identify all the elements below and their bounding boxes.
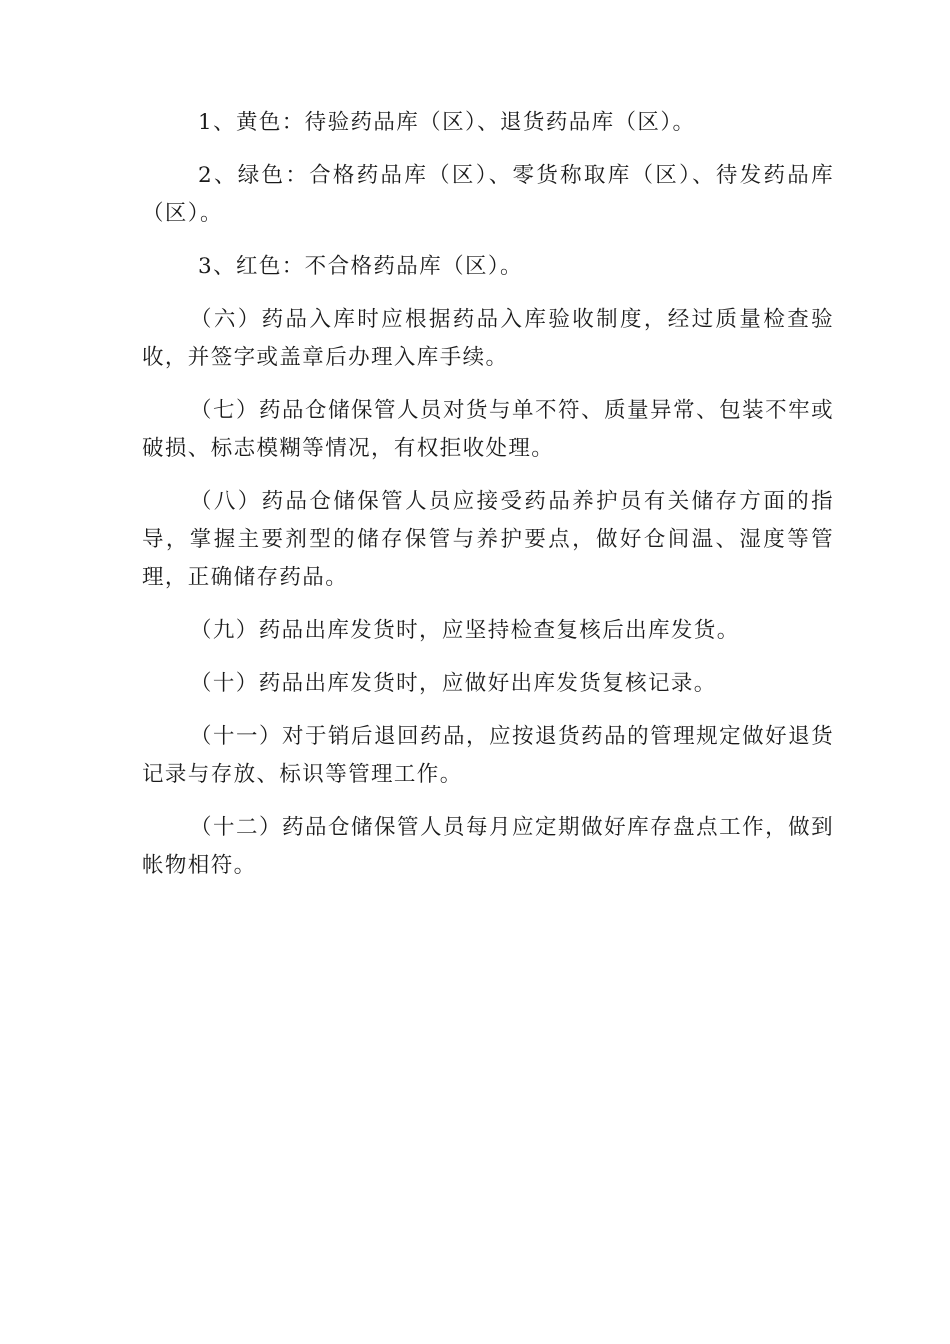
document-body bbox=[142, 104, 834, 900]
paragraph-red-zone: 3、红色：不合格药品库（区）。 bbox=[198, 254, 523, 279]
paragraph-item-12: （十二）药品仓储保管人员每月应定期做好库存盘点工作，做到帐物相符。 bbox=[142, 815, 834, 878]
paragraph-yellow-zone: 1、黄色：待验药品库（区）、退货药品库（区）。 bbox=[198, 110, 696, 135]
paragraph-item-11: （十一）对于销后退回药品，应按退货药品的管理规定做好退货记录与存放、标识等管理工作。 bbox=[142, 724, 834, 787]
paragraph-item-10: （十）药品出库发货时，应做好出库发货复核记录。 bbox=[190, 671, 717, 696]
paragraph-item-8: （八）药品仓储保管人员应接受药品养护员有关储存方面的指导，掌握主要剂型的储存保管与养护要点，做好仓间温、湿度等管理，正确储存药品。 bbox=[142, 489, 834, 590]
paragraph-green-zone: 2、绿色：合格药品库（区）、零货称取库（区）、待发药品库（区）。 bbox=[142, 163, 834, 226]
paragraph-item-6: （六）药品入库时应根据药品入库验收制度，经过质量检查验收，并签字或盖章后办理入库手续。 bbox=[142, 307, 834, 370]
paragraph-item-7: （七）药品仓储保管人员对货与单不符、质量异常、包装不牢或破损、标志模糊等情况，有权拒收处理。 bbox=[142, 398, 834, 461]
paragraph-item-9: （九）药品出库发货时，应坚持检查复核后出库发货。 bbox=[190, 618, 740, 643]
